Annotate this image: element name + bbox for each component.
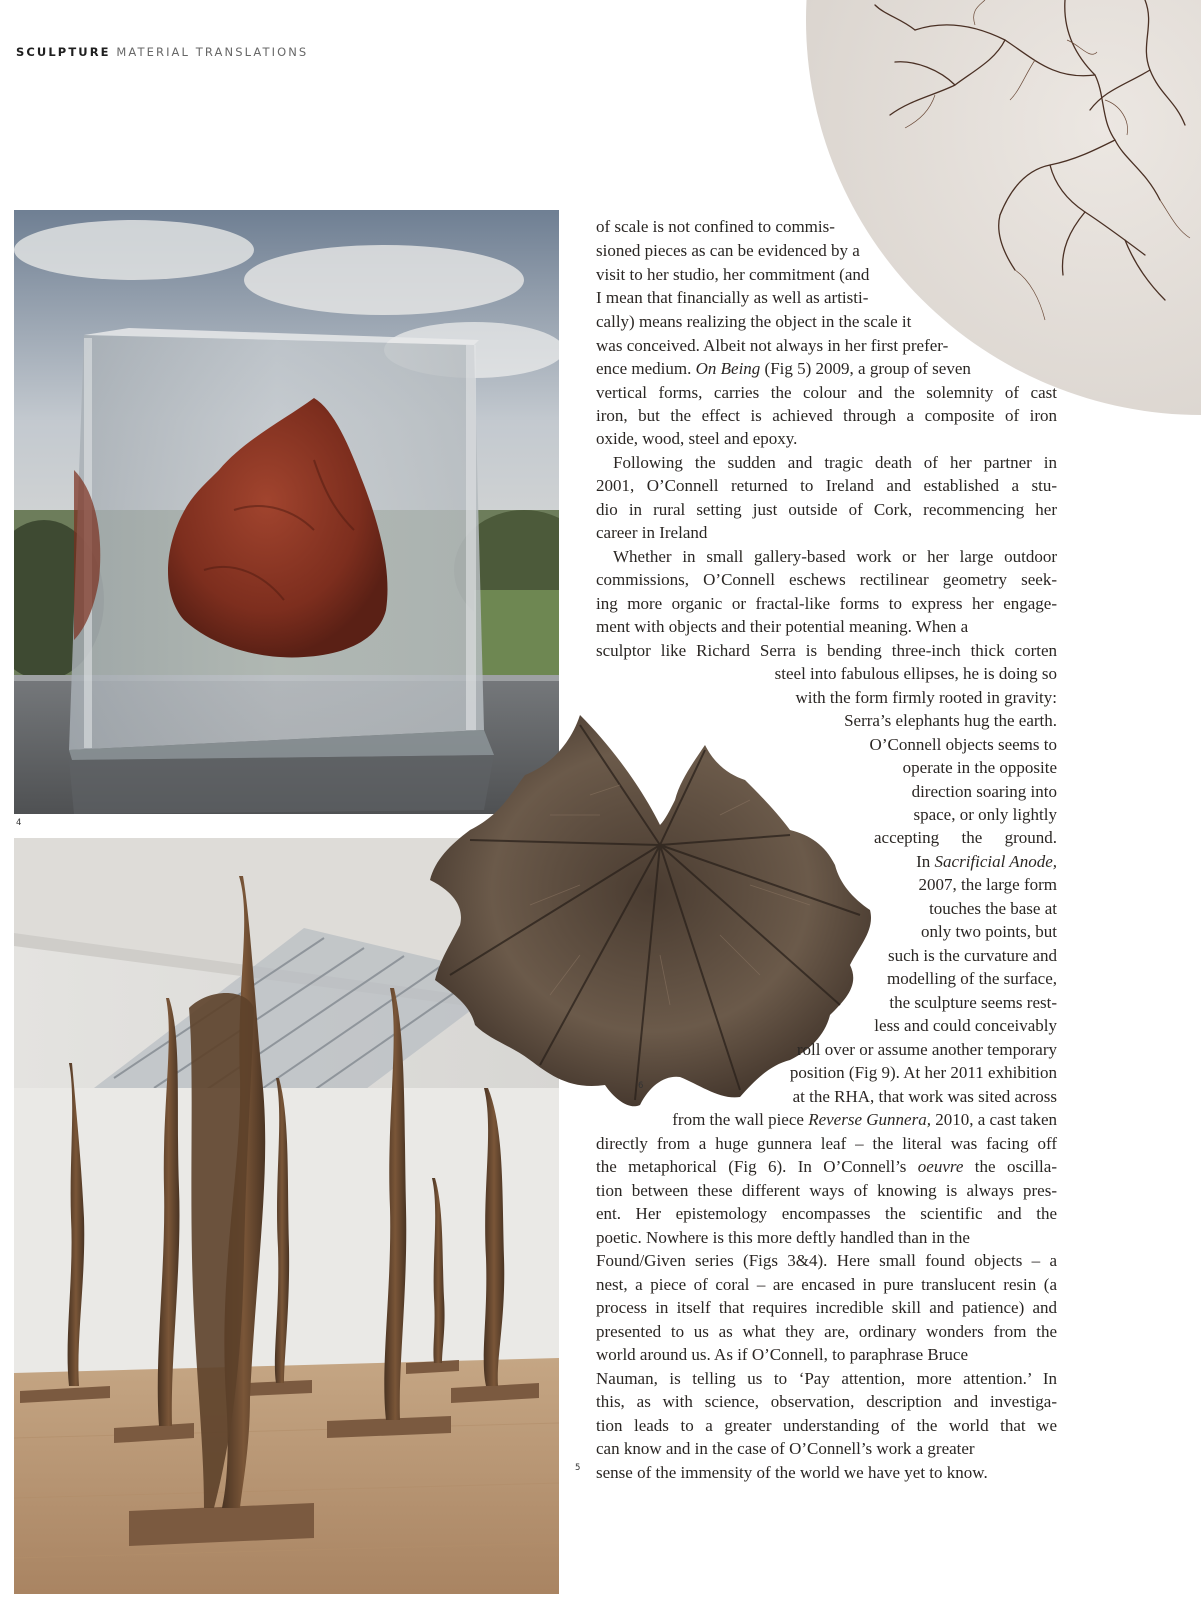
text-line: the metaphorical (Fig 6). In O’Connell’s oeuvre the oscilla-	[596, 1157, 1057, 1176]
text-line: nest, a piece of coral – are encased in pure translucent resin (a	[596, 1275, 1057, 1294]
text-line: Nauman, is telling us to ‘Pay attention, more attention.’ In	[596, 1369, 1057, 1388]
text-line: O’Connell objects seems to	[869, 735, 1057, 754]
text-line: career in Ireland	[596, 523, 708, 542]
text-line: Found/Given series (Figs 3&4). Here small found objects – a	[596, 1251, 1057, 1270]
text-line: of scale is not confined to commis-	[596, 217, 835, 236]
text-line: presented to us as what they are, ordinary wonders from the	[596, 1322, 1057, 1341]
text-line: from the wall piece Reverse Gunnera, 2010, a cast taken	[672, 1110, 1057, 1129]
text-line: cally) means realizing the object in the scale it	[596, 312, 912, 331]
text-line: sioned pieces as can be evidenced by a	[596, 241, 860, 260]
text-line: ent. Her epistemology encompasses the scientific and the	[596, 1204, 1057, 1223]
text-line: with the form firmly rooted in gravity:	[795, 688, 1057, 707]
text-line: dio in rural setting just outside of Cork, recommencing her	[596, 500, 1057, 519]
text-line: accepting the ground.	[874, 828, 1057, 847]
text-line: touches the base at	[929, 899, 1057, 918]
text-line: Serra’s elephants hug the earth.	[844, 711, 1057, 730]
text-line: ing more organic or fractal-like forms to express her engage-	[596, 594, 1057, 613]
text-line: operate in the opposite	[902, 758, 1057, 777]
text-line: 2001, O’Connell returned to Ireland and established a stu-	[596, 476, 1057, 495]
text-line: In Sacrificial Anode,	[916, 852, 1057, 871]
text-line: can know and in the case of O’Connell’s work a greater	[596, 1439, 975, 1458]
text-line: only two points, but	[920, 922, 1057, 941]
text-line: 2007, the large form	[918, 875, 1057, 894]
text-line: tion between these different ways of knowing is always pres-	[596, 1181, 1057, 1200]
text-line: direction soaring into	[911, 782, 1057, 801]
text-line: world around us. As if O’Connell, to paraphrase Bruce	[596, 1345, 969, 1364]
text-line: was conceived. Albeit not always in her first prefer-	[596, 336, 949, 355]
text-line: Following the sudden and tragic death of her partner in	[613, 453, 1057, 472]
text-line: directly from a huge gunnera leaf – the literal was facing off	[596, 1134, 1057, 1153]
text-line: iron, but the effect is achieved through a composite of iron	[596, 406, 1057, 425]
text-line: sculptor like Richard Serra is bending three-inch thick corten	[596, 641, 1057, 660]
text-line: visit to her studio, her commitment (and	[596, 265, 870, 284]
text-line: modelling of the surface,	[887, 969, 1057, 988]
text-line: oxide, wood, steel and epoxy.	[596, 429, 798, 448]
text-line: vertical forms, carries the colour and the solemnity of cast	[596, 383, 1057, 402]
text-line: process in itself that requires incredible skill and patience) and	[596, 1298, 1057, 1317]
text-line: I mean that financially as well as artisti-	[596, 288, 869, 307]
text-line: commissions, O’Connell eschews rectilinear geometry seek-	[596, 570, 1057, 589]
text-line: ment with objects and their potential meaning. When a	[596, 617, 969, 636]
text-line: this, as with science, observation, description and investiga-	[596, 1392, 1057, 1411]
section-subtitle: MATERIAL TRANSLATIONS	[116, 45, 309, 59]
figure-6-number: 6	[638, 1081, 644, 1091]
text-line: position (Fig 9). At her 2011 exhibition	[789, 1063, 1057, 1082]
text-line: space, or only lightly	[913, 805, 1057, 824]
figure-4-number: 4	[16, 818, 22, 828]
text-line: steel into fabulous ellipses, he is doing so	[774, 664, 1057, 683]
text-line: roll over or assume another temporary	[796, 1040, 1057, 1059]
page-header	[16, 45, 308, 59]
text-line: tion leads to a greater understanding of the world that we	[596, 1416, 1057, 1435]
text-line: ence medium. On Being (Fig 5) 2009, a group of seven	[596, 359, 971, 378]
text-line: sense of the immensity of the world we have yet to know.	[596, 1463, 988, 1482]
figure-5-number: 5	[575, 1463, 581, 1473]
text-line: such is the curvature and	[888, 946, 1057, 965]
text-line: poetic. Nowhere is this more deftly handled than in the	[596, 1228, 970, 1247]
text-line: the sculpture seems rest-	[889, 993, 1057, 1012]
text-line: at the RHA, that work was sited across	[792, 1087, 1057, 1106]
text-line: less and could conceivably	[874, 1016, 1057, 1035]
text-line: Whether in small gallery-based work or her large outdoor	[613, 547, 1057, 566]
section-label: SCULPTURE	[16, 45, 111, 59]
